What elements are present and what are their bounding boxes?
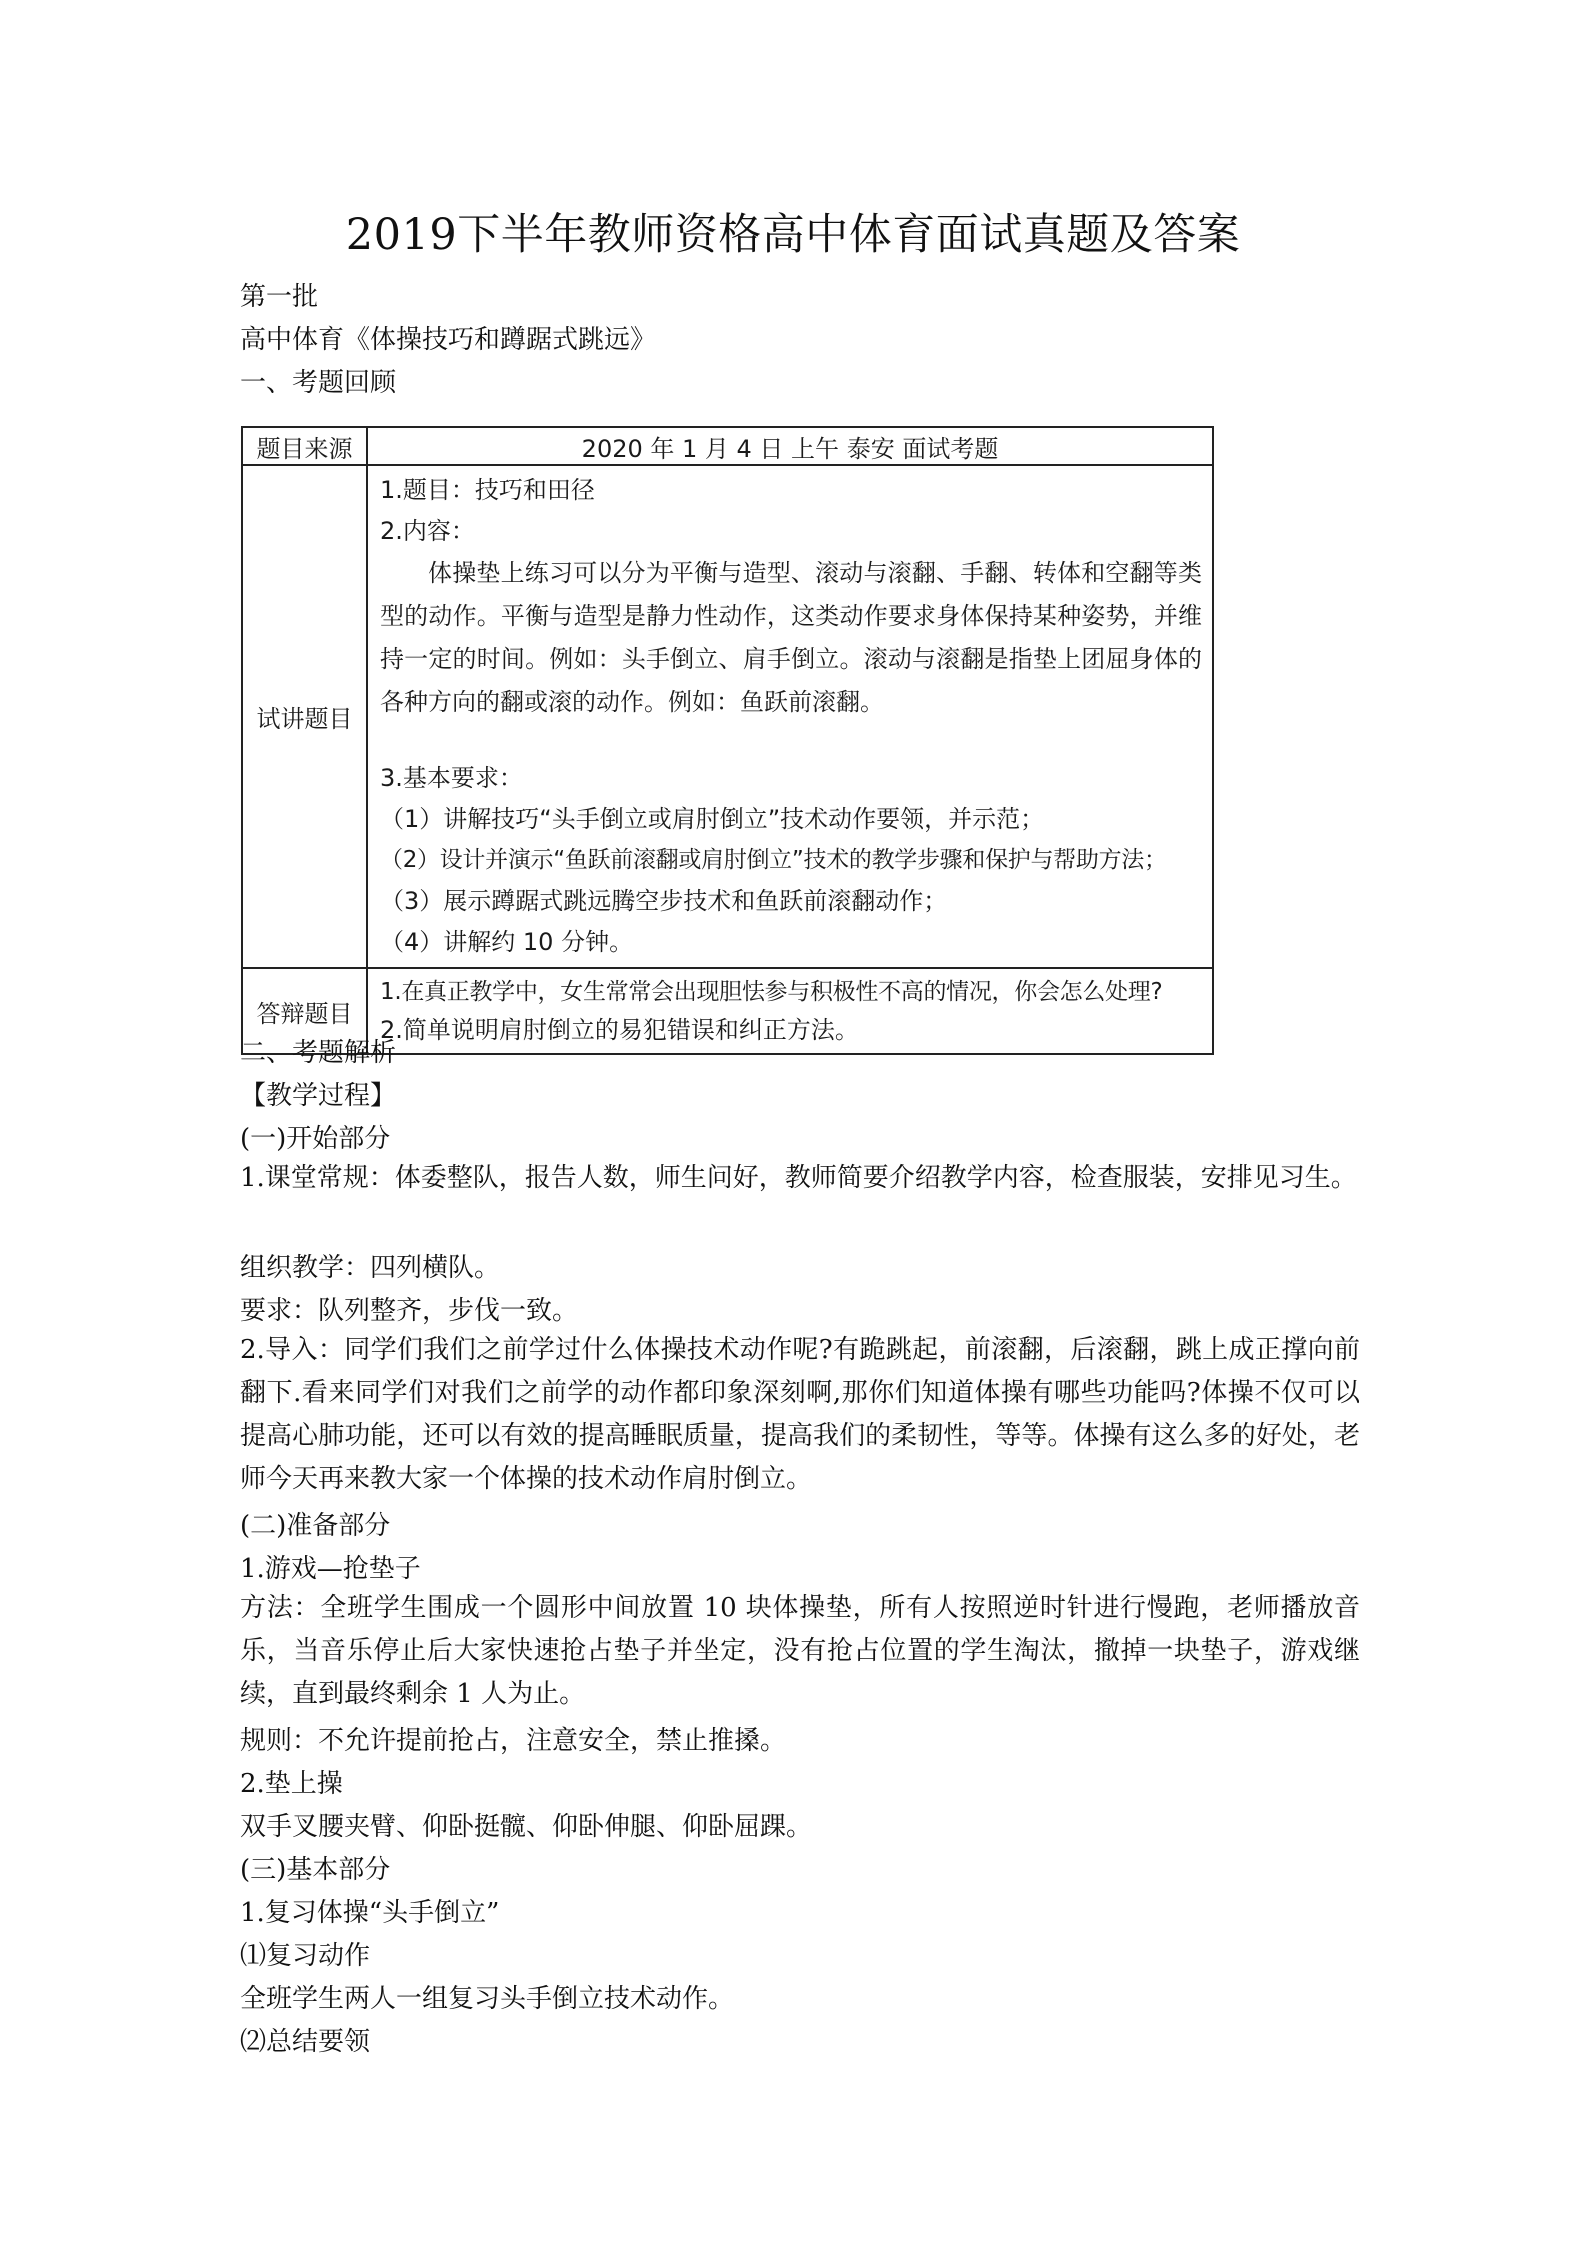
part2-heading: (二)准备部分 [240,1511,391,1541]
defense-label: 答辩题目 [242,968,367,1054]
lecture-content-text: 体操垫上练习可以分为平衡与造型、滚动与滚翻、手翻、转体和空翻等类型的动作。平衡与造型是静力性动作，这类动作要求身体保持某种姿势，并维持一定的时间。例如：头手倒立、肩手倒立。滚动与滚翻是指垫上团屈身体的各种方向的翻或滚的动作。例如：鱼跃前滚翻。 [380,559,1202,716]
source-label: 题目来源 [242,427,367,465]
paragraph-introduction: 2.导入：同学们我们之前学过什么体操技术动作呢?有跪跳起，前滚翻，后滚翻，跳上成正撑向前翻下.看来同学们对我们之前学的动作都印象深刻啊,那你们知道体操有哪些功能吗?体操不仅可以提高心肺功能，还可以有效的提高睡眠质量，提高我们的柔韧性，等等。体操有这么多的好处，老师今天再来教大家一个体操的技术动作肩肘倒立。 [240,1335,1360,1494]
paragraph-requirement: 要求：队列整齐，步伐一致。 [240,1296,579,1326]
requirement-1: （1）讲解技巧“头手倒立或肩肘倒立”技术动作要领，并示范； [380,805,1045,833]
section-review-heading: 一、考题回顾 [240,368,397,398]
paragraph-routine: 1.课堂常规：体委整队，报告人数，师生问好，教师简要介绍教学内容，检查服装，安排见习生。 [240,1163,1357,1193]
requirement-4: （4）讲解约 10 分钟。 [380,928,634,956]
lecture-label: 试讲题目 [242,465,367,968]
game-heading: 1.游戏—抢垫子 [240,1554,421,1584]
subject-heading: 高中体育《体操技巧和蹲踞式跳远》 [240,325,657,355]
paragraph-game-method: 方法：全班学生围成一个圆形中间放置 10 块体操垫，所有人按照逆时针进行慢跑，老师播放音乐，当音乐停止后大家快速抢占垫子并坐定，没有抢占位置的学生淘汰，撤掉一块垫子，游戏继续，直到最终剩余 1 人为止。 [240,1593,1360,1709]
review-action-heading: ⑴复习动作 [240,1941,371,1971]
table-row-source [242,427,1213,465]
paragraph-organization: 组织教学：四列横队。 [240,1253,501,1283]
batch-label: 第一批 [240,282,319,312]
lecture-content-label: 2.内容： [380,517,475,545]
table-row-lecture [242,465,1213,968]
paragraph-game-rules: 规则：不允许提前抢占，注意安全，禁止推搡。 [240,1726,787,1756]
document-title: 2019下半年教师资格高中体育面试真题及答案 [345,210,1241,260]
part1-heading: (一)开始部分 [240,1124,391,1154]
part3-heading: (三)基本部分 [240,1855,391,1885]
source-value: 2020 年 1 月 4 日 上午 泰安 面试考题 [367,427,1213,465]
section-analysis-heading: 二、考题解析 [240,1038,397,1068]
requirements-label: 3.基本要求： [380,764,523,792]
lecture-topic: 1.题目：技巧和田径 [380,476,595,504]
paragraph-review-action: 全班学生两人一组复习头手倒立技术动作。 [240,1984,735,2014]
defense-question-1: 1.在真正教学中，女生常常会出现胆怯参与积极性不高的情况，你会怎么处理? [380,979,1163,1005]
review-headstand-heading: 1.复习体操“头手倒立” [240,1898,500,1928]
summary-heading: ⑵总结要领 [240,2027,371,2057]
mat-exercise-heading: 2.垫上操 [240,1769,343,1799]
paragraph-mat-exercise: 双手叉腰夹臂、仰卧挺髋、仰卧伸腿、仰卧屈踝。 [240,1812,813,1842]
defense-content-cell [367,968,1213,1054]
exam-question-table [241,426,1214,1055]
teaching-process-heading: 【教学过程】 [240,1081,397,1111]
defense-question-2: 2.简单说明肩肘倒立的易犯错误和纠正方法。 [380,1016,859,1044]
requirement-3: （3）展示蹲踞式跳远腾空步技术和鱼跃前滚翻动作； [380,887,948,915]
requirement-2: （2）设计并演示“鱼跃前滚翻或肩肘倒立”技术的教学步骤和保护与帮助方法； [380,847,1167,873]
lecture-content-cell [367,465,1213,968]
